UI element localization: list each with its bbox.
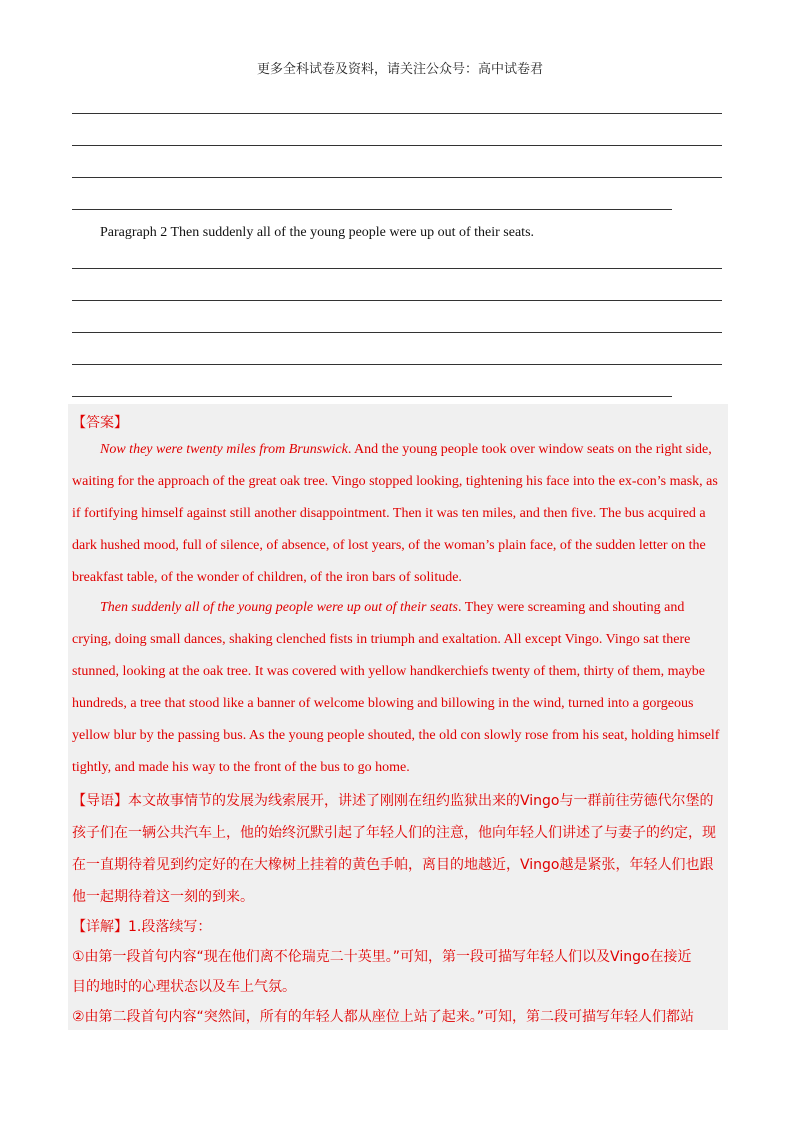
answer-section (68, 404, 728, 1030)
writing-line (72, 332, 722, 333)
answer-p1-line: breakfast table, of the wonder of children, of the iron bars of solitude. (72, 570, 462, 585)
answer-p2-opening: Then suddenly all of the young people were up out of their seats (100, 600, 458, 615)
answer-tag: 【答案】 (72, 415, 128, 431)
writing-line (72, 300, 722, 301)
answer-p1-line: waiting for the approach of the great oak tree. Vingo stopped looking, tightening his face into the ex-con’s mask, as (72, 474, 718, 489)
answer-p2-line: tightly, and made his way to the front of the bus to go home. (72, 760, 410, 775)
guide-line: 在一直期待着见到约定好的在大橡树上挂着的黄色手帕，离目的地越近，Vingo越是紧张，年轻人们也跟 (72, 857, 714, 873)
writing-line (72, 145, 722, 146)
answer-p2-line: stunned, looking at the oak tree. It was covered with yellow handkerchiefs twenty of them, thirty of them, maybe (72, 664, 705, 679)
detail-tag: 【详解】 (72, 919, 128, 935)
writing-line (72, 268, 722, 269)
detail-line: ②由第二段首句内容“突然间，所有的年轻人都从座位上站了起来。”可知，第二段可描写年轻人们都站 (72, 1009, 695, 1025)
detail-title: 1.段落续写： (128, 919, 212, 935)
answer-p1-text: . And the young people took over window seats on the right side, (347, 442, 712, 457)
answer-p2-text: . They were screaming and shouting and (457, 600, 685, 615)
answer-p2-line: yellow blur by the passing bus. As the young people shouted, the old con slowly rose from his seat, holding himself (72, 728, 720, 743)
answer-p1-line: dark hushed mood, full of silence, of absence, of lost years, of the woman’s plain face, of the sudden letter on the (72, 538, 706, 553)
guide-line: 他一起期待着这一刻的到来。 (72, 889, 254, 905)
answer-p1-line: if fortifying himself against still another disappointment. Then it was ten miles, and then five. The bus acquired a (72, 506, 706, 521)
answer-p1-opening: Now they were twenty miles from Brunswick (100, 442, 348, 457)
detail-line: ①由第一段首句内容“现在他们离不伦瑞克二十英里。”可知，第一段可描写年轻人们以及Vingo在接近 (72, 949, 692, 965)
guide-text: 本文故事情节的发展为线索展开，讲述了刚刚在纽约监狱出来的Vingo与一群前往劳德代尔堡的 (128, 793, 714, 809)
guide-tag: 【导语】 (72, 793, 128, 809)
paragraph2-prompt: Paragraph 2 Then suddenly all of the young people were up out of their seats. (100, 225, 535, 240)
guide-line: 孩子们在一辆公共汽车上，他的始终沉默引起了年轻人们的注意，他向年轻人们讲述了与妻子的约定，现 (72, 825, 716, 841)
guide-line (72, 790, 713, 810)
writing-line (72, 396, 672, 397)
detail-line: 目的地时的心理状态以及车上气氛。 (72, 979, 296, 995)
page-header: 更多全科试卷及资料，请关注公众号：高中试卷君 (256, 62, 543, 77)
writing-line (72, 364, 722, 365)
answer-p1-line (100, 442, 712, 458)
writing-line (72, 209, 672, 210)
detail-heading (72, 916, 211, 936)
writing-line (72, 177, 722, 178)
writing-line (72, 113, 722, 114)
answer-p2-line (100, 600, 684, 616)
answer-p2-line: hundreds, a tree that stood like a banner of welcome blowing and billowing in the wind, turned into a gorgeous (72, 696, 694, 711)
answer-p2-line: crying, doing small dances, shaking clenched fists in triumph and exaltation. All except Vingo. Vingo sat there (72, 632, 691, 647)
